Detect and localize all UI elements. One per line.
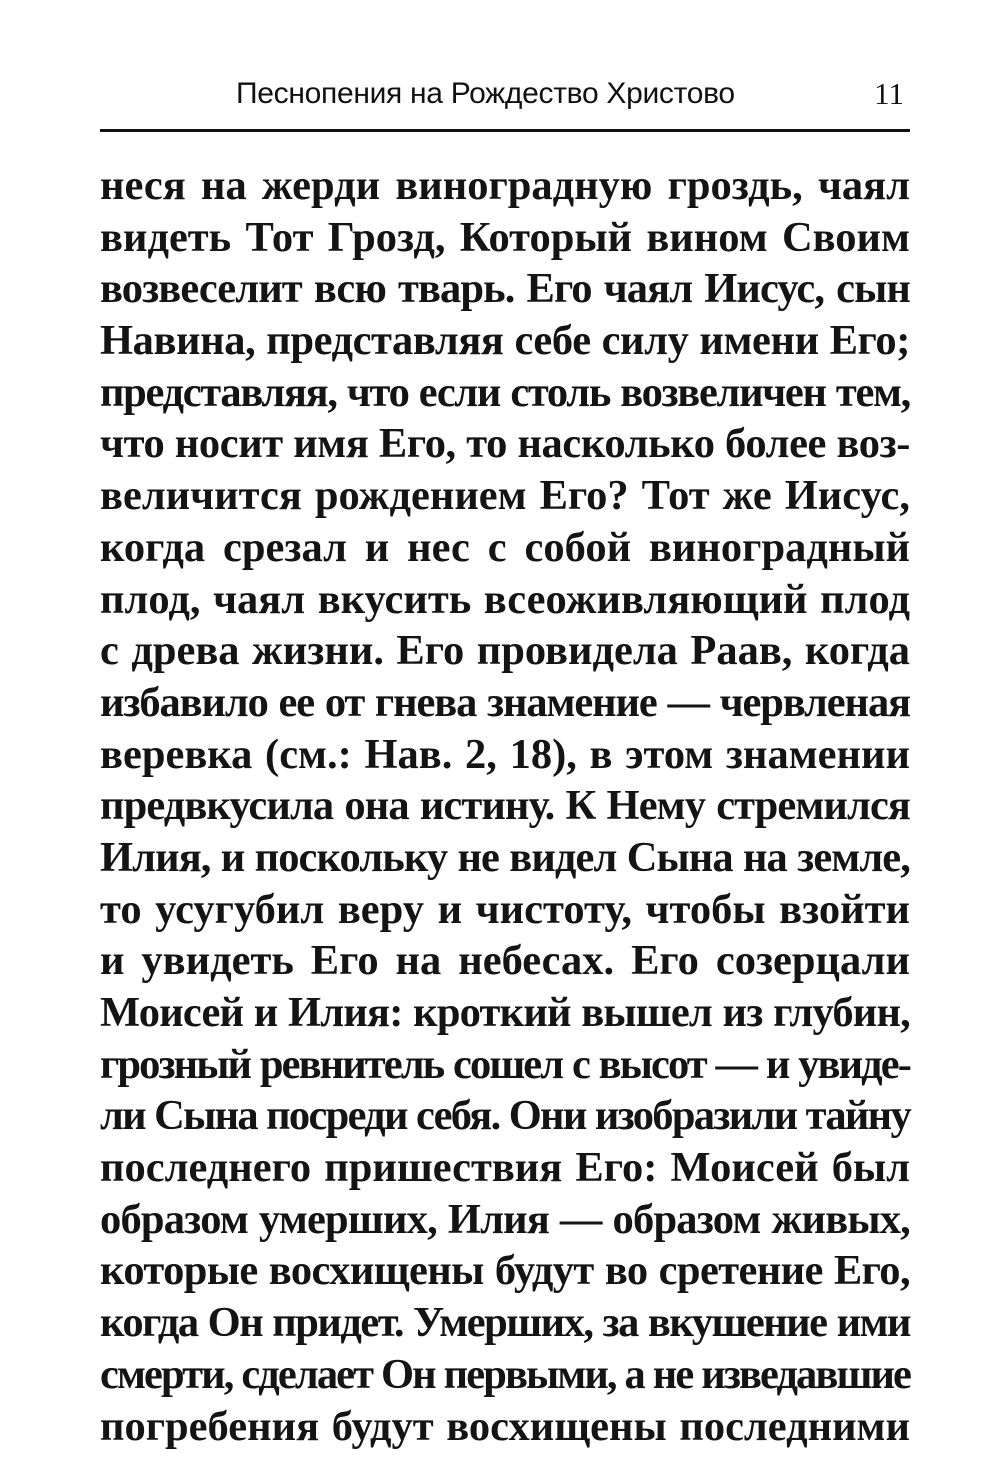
text-line: погребения будут восхищены последними bbox=[100, 1402, 910, 1450]
running-title: Песнопения на Рождество Христово bbox=[236, 77, 735, 110]
text-line: Навина, представляя себе силу имени Его; bbox=[100, 317, 910, 365]
running-head bbox=[100, 74, 910, 118]
text-line: и увидеть Его на небесах. Его созерцали bbox=[100, 937, 910, 985]
text-line: с древа жизни. Его провидела Раав, когда bbox=[100, 627, 910, 675]
text-line: смерти, сделает Он первыми, а не изведавшие bbox=[100, 1350, 910, 1398]
text-line: то усугубил веру и чистоту, чтобы взойти bbox=[100, 885, 910, 933]
text-line: ли Сына посреди себя. Они изобразили тайну bbox=[100, 1092, 910, 1140]
text-line: грозный ревнитель сошел с высот — и увиде- bbox=[100, 1040, 910, 1088]
text-line: образом умерших, Илия — образом живых, bbox=[100, 1195, 910, 1243]
text-line: избавило ее от гнева знамение — червленая bbox=[100, 678, 910, 726]
header-rule bbox=[100, 129, 910, 132]
text-line: веревка (см.: Нав. 2, 18), в этом знамении bbox=[100, 730, 910, 778]
page-number: 11 bbox=[874, 76, 904, 111]
text-line: последнего пришествия Его: Моисей был bbox=[100, 1144, 910, 1192]
text-line: которые восхищены будут во сретение Его, bbox=[100, 1247, 910, 1295]
text-line: когда срезал и нес с собой виноградный bbox=[100, 523, 910, 571]
text-line: что носит имя Его, то насколько более воз- bbox=[100, 420, 910, 468]
text-line: представляя, что если столь возвеличен тем, bbox=[100, 368, 910, 416]
text-line: Моисей и Илия: кроткий вышел из глубин, bbox=[100, 989, 910, 1036]
text-line: Илия, и поскольку не видел Сына на земле, bbox=[100, 833, 910, 881]
text-line: неся на жерди виноградную гроздь, чаял bbox=[100, 162, 910, 209]
text-line: возвеселит всю тварь. Его чаял Иисус, сын bbox=[100, 265, 910, 313]
body-text bbox=[100, 160, 910, 1452]
text-line: видеть Тот Грозд, Который вином Своим bbox=[100, 213, 910, 261]
text-line: величится рождением Его? Тот же Иисус, bbox=[100, 472, 910, 520]
text-line: плод, чаял вкусить всеоживляющий плод bbox=[100, 575, 910, 623]
text-line: когда Он придет. Умерших, за вкушение ими bbox=[100, 1299, 910, 1347]
text-line: предвкусила она истину. К Нему стремился bbox=[100, 782, 910, 830]
